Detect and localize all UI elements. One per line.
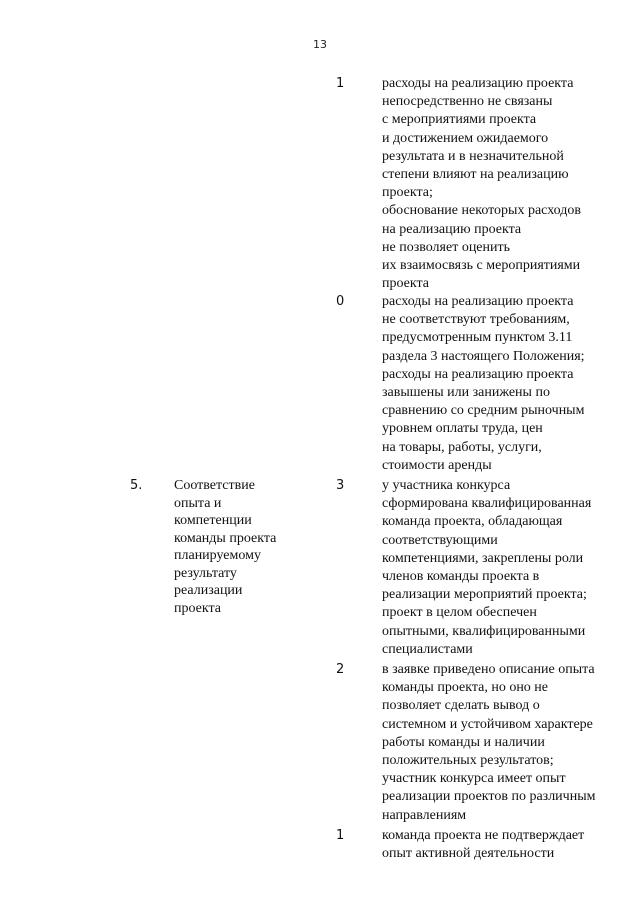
text-line: степени влияют на реализацию <box>382 167 569 183</box>
text-line: результата и в незначительной <box>382 148 564 164</box>
text-line: соответствующими <box>382 532 498 548</box>
text-line: участник конкурса имеет опыт <box>382 771 566 787</box>
text-line: на товары, работы, услуги, <box>382 439 542 455</box>
score-value: 2 <box>336 662 345 677</box>
text-line: компетенциями, закреплены роли <box>382 550 584 566</box>
text-line: команда проекта не подтверждает <box>382 828 585 843</box>
text-line: реализации проектов по различным <box>382 789 596 805</box>
text-line: реализации мероприятий проекта; <box>382 587 587 603</box>
text-line: членов команды проекта в <box>382 569 540 585</box>
text-line: проект в целом обеспечен <box>382 605 537 621</box>
text-line: у участника конкурса <box>382 478 511 493</box>
text-line: Соответствие <box>174 478 255 493</box>
text-line: опытными, квалифицированными <box>382 623 586 639</box>
text-line: опыта и <box>174 495 222 511</box>
page-number: 13 <box>313 38 327 51</box>
text-line: команды проекта, но оно не <box>382 680 549 696</box>
text-line: и достижением ожидаемого <box>382 130 549 146</box>
text-line: проекта <box>174 600 221 616</box>
score-value: 3 <box>336 478 345 493</box>
text-line: предусмотренным пунктом 3.11 <box>382 330 573 346</box>
text-line: уровнем оплаты труда, цен <box>382 421 543 437</box>
text-line: с мероприятиями проекта <box>382 112 537 128</box>
text-line: положительных результатов; <box>382 753 554 769</box>
score-description <box>382 293 622 475</box>
text-line: стоимости аренды <box>382 457 492 473</box>
text-line: на реализацию проекта <box>382 221 522 237</box>
text-line: команды проекта <box>174 530 277 546</box>
text-line: реализации <box>174 583 243 598</box>
text-line: планируемому <box>174 548 261 563</box>
text-line: опыт активной деятельности <box>382 846 555 862</box>
text-line: работы команды и наличии <box>382 734 545 750</box>
text-line: направлениям <box>382 807 467 823</box>
text-line: раздела 3 настоящего Положения; <box>382 348 585 364</box>
criterion-name <box>174 477 304 617</box>
score-description <box>382 75 622 293</box>
text-line: проекта <box>382 276 429 292</box>
text-line: сравнению со средним рыночным <box>382 403 585 419</box>
text-line: расходы на реализацию проекта <box>382 366 574 382</box>
text-line: результату <box>174 565 237 581</box>
score-value: 1 <box>336 828 345 843</box>
score-value: 1 <box>336 76 345 91</box>
text-line: команда проекта, обладающая <box>382 514 563 530</box>
text-line: в заявке приведено описание опыта <box>382 662 595 677</box>
row-number: 5. <box>130 478 143 493</box>
score-description <box>382 827 622 863</box>
text-line: системном и устойчивом характере <box>382 716 593 732</box>
text-line: завышены или занижены по <box>382 385 550 401</box>
text-line: расходы на реализацию проекта <box>382 76 574 91</box>
text-line: расходы на реализацию проекта <box>382 294 574 309</box>
score-description <box>382 477 622 659</box>
text-line: обоснование некоторых расходов <box>382 203 582 219</box>
text-line: непосредственно не связаны <box>382 94 553 110</box>
text-line: сформирована квалифицированная <box>382 496 592 512</box>
text-line: компетенции <box>174 513 252 528</box>
text-line: проекта; <box>382 185 433 201</box>
score-description <box>382 661 622 825</box>
text-line: их взаимосвязь с мероприятиями <box>382 258 581 274</box>
text-line: не соответствуют требованиям, <box>382 312 570 328</box>
text-line: не позволяет оценить <box>382 239 511 255</box>
text-line: специалистами <box>382 641 473 657</box>
score-value: 0 <box>336 294 345 309</box>
text-line: позволяет сделать вывод о <box>382 698 540 714</box>
